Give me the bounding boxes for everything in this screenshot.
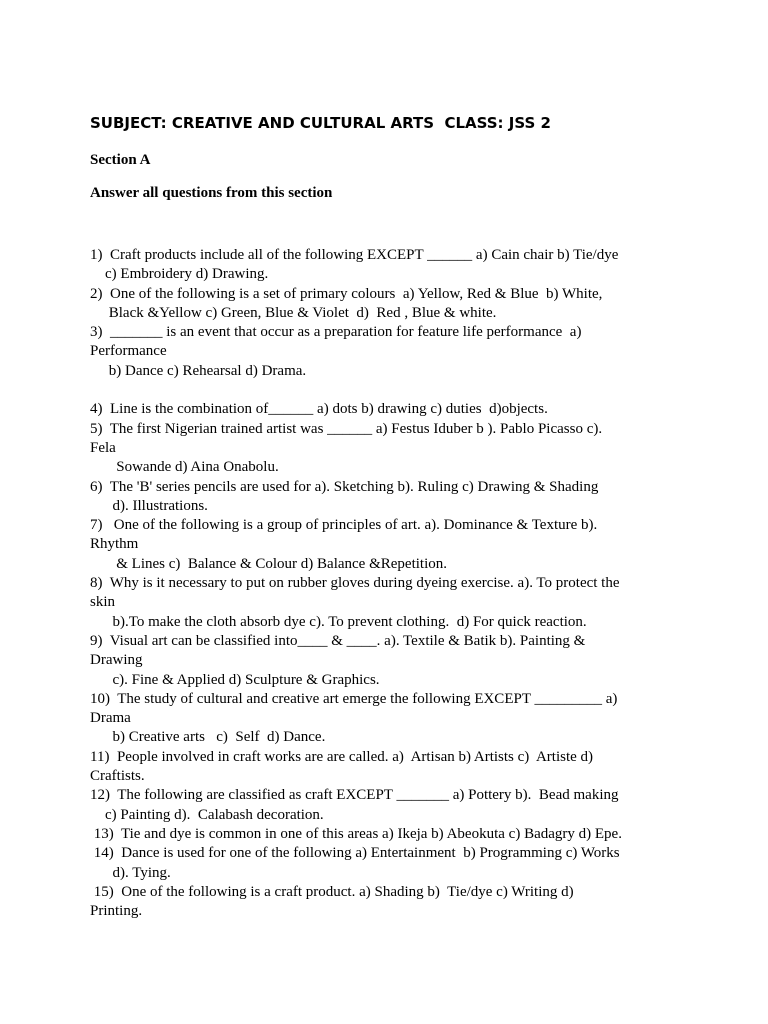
question-3-line-2: Performance	[90, 343, 167, 360]
question-15-line-2: Printing.	[90, 903, 143, 920]
question-3-line-1: 3) _______ is an event that occur as a preparation for feature life performance a)	[90, 324, 582, 341]
question-5-line-1: 5) The first Nigerian trained artist was ______ a) Festus Iduber b ). Pablo Picasso c).	[90, 420, 603, 437]
question-14-line-2: d). Tying.	[90, 864, 171, 881]
question-5-line-3: Sowande d) Aina Onabolu.	[90, 459, 279, 476]
question-13-line-1: 13) Tie and dye is common in one of this areas a) Ikeja b) Abeokuta c) Badagry d) Epe.	[90, 825, 622, 842]
spacer	[90, 381, 680, 400]
question-10-line-3: b) Creative arts c) Self d) Dance.	[90, 729, 326, 746]
question-list	[90, 246, 680, 921]
question-12-line-2: c) Painting d). Calabash decoration.	[90, 806, 324, 823]
question-7-line-3: & Lines c) Balance & Colour d) Balance &Repetition.	[90, 555, 447, 572]
question-10-line-2: Drama	[90, 710, 131, 727]
question-12-line-1: 12) The following are classified as craft EXCEPT _______ a) Pottery b). Bead making	[90, 787, 619, 804]
question-2-line-1: 2) One of the following is a set of primary colours a) Yellow, Red & Blue b) White,	[90, 285, 603, 302]
question-9-line-3: c). Fine & Applied d) Sculpture & Graphics.	[90, 671, 380, 688]
instruction-text: Answer all questions from this section	[90, 185, 333, 201]
question-6-line-1: 6) The 'B' series pencils are used for a). Sketching b). Ruling c) Drawing & Shading	[90, 478, 599, 495]
question-8-line-1: 8) Why is it necessary to put on rubber gloves during dyeing exercise. a). To protect the	[90, 575, 620, 592]
question-7-line-2: Rhythm	[90, 536, 139, 553]
question-15-line-1: 15) One of the following is a craft product. a) Shading b) Tie/dye c) Writing d)	[90, 883, 574, 900]
question-3-line-3: b) Dance c) Rehearsal d) Drama.	[90, 362, 307, 379]
question-9-line-1: 9) Visual art can be classified into____ & ____. a). Textile & Batik b). Painting &	[90, 632, 586, 649]
question-8-line-3: b).To make the cloth absorb dye c). To prevent clothing. d) For quick reaction.	[90, 613, 587, 630]
question-10-line-1: 10) The study of cultural and creative art emerge the following EXCEPT _________ a)	[90, 690, 618, 707]
question-11-line-2: Craftists.	[90, 768, 145, 785]
question-9-line-2: Drawing	[90, 652, 143, 669]
question-5-line-2: Fela	[90, 439, 116, 456]
subject-heading: SUBJECT: CREATIVE AND CULTURAL ARTS CLASS: JSS 2	[90, 114, 551, 132]
question-14-line-1: 14) Dance is used for one of the following a) Entertainment b) Programming c) Works	[90, 845, 620, 862]
question-1-line-1: 1) Craft products include all of the following EXCEPT ______ a) Cain chair b) Tie/dye	[90, 247, 619, 263]
question-1-line-2: c) Embroidery d) Drawing.	[90, 266, 269, 283]
question-7-line-1: 7) One of the following is a group of principles of art. a). Dominance & Texture b).	[90, 517, 598, 534]
question-11-line-1: 11) People involved in craft works are are called. a) Artisan b) Artists c) Artiste d)	[90, 748, 594, 765]
question-8-line-2: skin	[90, 594, 116, 611]
question-6-line-2: d). Illustrations.	[90, 497, 208, 514]
section-title: Section A	[90, 152, 151, 168]
question-2-line-2: Black &Yellow c) Green, Blue & Violet d) Red , Blue & white.	[90, 304, 497, 321]
question-4-line-1: 4) Line is the combination of______ a) dots b) drawing c) duties d)objects.	[90, 401, 548, 418]
